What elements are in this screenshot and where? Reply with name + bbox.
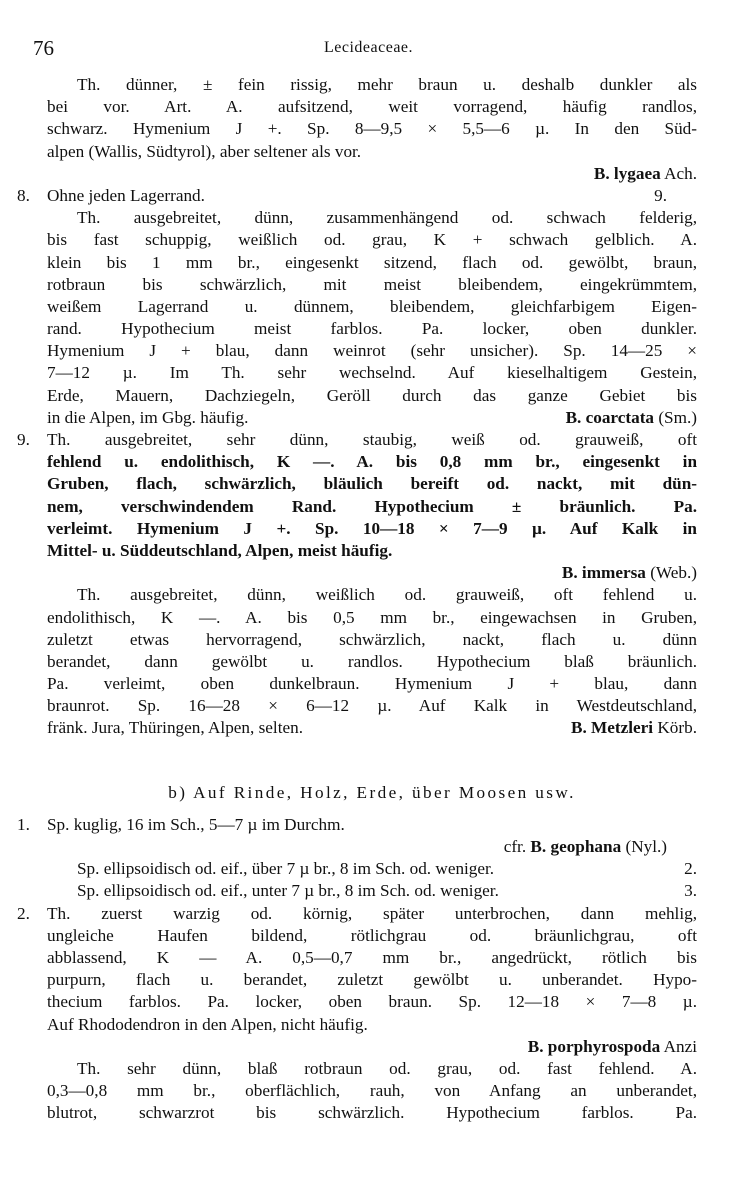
species-author: Ach. xyxy=(664,163,697,183)
text-line: schwarz. Hymenium J +. Sp. 8—9,5 × 5,5—6 µ. In den Süd- xyxy=(47,119,697,139)
key-number: 9. xyxy=(17,430,30,449)
key-entry-1c xyxy=(47,880,697,902)
species-name-line xyxy=(47,1036,697,1058)
spacer xyxy=(47,804,697,814)
key-entry-1 xyxy=(17,814,697,836)
key-entry-8 xyxy=(17,185,697,207)
text-line: 7—12 µ. Im Th. sehr wechselnd. Auf kieselhaltigem Gestein, xyxy=(47,363,697,383)
text-line: 0,3—0,8 mm br., oberflächlich, rauh, von Anfang an unberandet, xyxy=(47,1081,697,1101)
text-line: Th. ausgebreitet, dünn, zusammenhängend od. schwach felderig, xyxy=(77,208,697,228)
text-line: Th. ausgebreitet, dünn, weißlich od. grauweiß, oft fehlend u. xyxy=(77,585,697,605)
key-entry-9 xyxy=(17,429,697,451)
text-line: bei vor. Art. A. aufsitzend, weit vorragend, häufig randlos, xyxy=(47,97,697,117)
species-author: (Sm.) xyxy=(658,407,697,427)
text-line: alpen (Wallis, Südtyrol), aber seltener als vor. xyxy=(47,141,362,161)
key-reference: 2. xyxy=(684,859,697,879)
text-line: endolithisch, K —. A. bis 0,5 mm br., eingewachsen in Gruben, xyxy=(47,607,697,627)
species-author: Körb. xyxy=(657,718,697,738)
page-header xyxy=(0,36,737,60)
text-line: nem, verschwindendem Rand. Hypothecium ± bräunlich. Pa. xyxy=(47,496,697,516)
species-citation xyxy=(571,717,697,739)
text-line: verleimt. Hymenium J +. Sp. 10—18 × 7—9 µ. Auf Kalk in xyxy=(47,518,697,538)
running-title: Lecideaceae. xyxy=(323,39,414,56)
key-reference: 9. xyxy=(654,185,667,205)
text-line: rand. Hypothecium meist farblos. Pa. locker, oben dunkler. xyxy=(47,319,697,339)
text-line: purpurn, flach u. berandet, zuletzt gewölbt u. unberandet. Hypo- xyxy=(47,970,697,990)
species-name: B. porphyrospoda xyxy=(527,1036,661,1056)
text-line: Hymenium J + blau, dann weinrot (sehr unsicher). Sp. 14—25 × xyxy=(47,341,697,361)
key-text: Th. ausgebreitet, sehr dünn, staubig, weiß od. grauweiß, oft xyxy=(47,430,697,449)
text-line: Mittel- u. Süddeutschland, Alpen, meist häufig. xyxy=(47,540,393,560)
text-line: blutrot, schwarzrot bis schwärzlich. Hypothecium farblos. Pa. xyxy=(47,1103,697,1123)
key-number: 2. xyxy=(17,903,30,923)
text-line: bis fast schuppig, weißlich od. grau, K + schwach gelblich. A. xyxy=(47,230,697,250)
page-body xyxy=(17,74,697,1124)
page-number: 76 xyxy=(33,36,54,60)
text-fragment: in die Alpen, im Gbg. häufig. xyxy=(47,407,249,427)
text-line: thecium farblos. Pa. locker, oben braun. Sp. 12—18 × 7—8 µ. xyxy=(47,992,697,1012)
species-name-line xyxy=(47,163,697,185)
key-text: Th. zuerst warzig od. körnig, später unterbrochen, dann mehlig, xyxy=(47,903,697,923)
text-line: Pa. verleimt, oben dunkelbraun. Hymenium J + blau, dann xyxy=(47,674,697,694)
key-number: 8. xyxy=(17,185,30,205)
text-line: berandet, dann gewölbt u. randlos. Hypothecium blaß bräunlich. xyxy=(47,651,697,671)
species-name-line xyxy=(47,836,697,858)
text-line-with-species xyxy=(47,717,697,739)
species-author: (Web.) xyxy=(650,563,697,583)
species-citation xyxy=(566,407,697,429)
text-line: abblassend, K — A. 0,5—0,7 mm br., angedrückt, rötlich bis xyxy=(47,947,697,967)
key-number: 1. xyxy=(17,814,30,834)
species-author: (Nyl.) xyxy=(625,837,667,856)
text-line: Erde, Mauern, Dachziegeln, Geröll durch das ganze Gebiet bis xyxy=(47,385,697,405)
text-line: Th. dünner, ± fein rissig, mehr braun u. deshalb dunkler als xyxy=(77,75,697,94)
text-line: weißem Lagerrand u. dünnem, bleibendem, gleichfarbigem Eigen- xyxy=(47,296,697,316)
species-name: B. coarctata xyxy=(565,407,655,427)
text-line-with-species xyxy=(47,407,697,429)
key-text: Sp. kuglig, 16 im Sch., 5—7 µ im Durchm. xyxy=(47,814,345,834)
key-entry-1b xyxy=(47,858,697,880)
text-fragment: fränk. Jura, Thüringen, Alpen, selten. xyxy=(47,718,303,738)
species-name: B. lygaea xyxy=(593,163,661,183)
text-line: Th. sehr dünn, blaß rotbraun od. grau, od. fast fehlend. A. xyxy=(77,1058,697,1078)
text-line: Gruben, flach, schwärzlich, bläulich bereift od. nackt, mit dün- xyxy=(47,474,697,494)
key-text: Sp. ellipsoidisch od. eif., unter 7 µ br., 8 im Sch. od. weniger. xyxy=(77,881,499,901)
key-text: Sp. ellipsoidisch od. eif., über 7 µ br., 8 im Sch. od. weniger. xyxy=(77,859,495,879)
key-entry-2 xyxy=(17,903,697,925)
text-line: Auf Rhododendron in den Alpen, nicht häufig. xyxy=(47,1014,368,1034)
text-line: braunrot. Sp. 16—28 × 6—12 µ. Auf Kalk in Westdeutschland, xyxy=(47,696,697,716)
species-name: B. geophana xyxy=(530,837,622,856)
species-name: B. Metzleri xyxy=(571,718,654,738)
key-text: Ohne jeden Lagerrand. xyxy=(47,185,205,205)
section-spacer xyxy=(47,740,697,782)
species-prefix: cfr. xyxy=(503,837,527,856)
section-heading: b) Auf Rinde, Holz, Erde, über Moosen usw. xyxy=(168,782,576,802)
text-line: klein bis 1 mm br., eingesenkt sitzend, flach od. gewölbt, braun, xyxy=(47,252,697,272)
key-reference: 3. xyxy=(684,881,697,901)
species-name: B. immersa xyxy=(561,563,646,583)
text-line: fehlend u. endolithisch, K —. A. bis 0,8 mm br., eingesenkt in xyxy=(47,452,697,472)
species-name-line xyxy=(47,562,697,584)
text-line: rotbraun bis schwärzlich, mit meist bleibendem, eingekrümmtem, xyxy=(47,274,697,294)
species-author: Anzi xyxy=(663,1036,697,1056)
text-line: zuletzt etwas hervorragend, schwärzlich, nackt, flach u. dünn xyxy=(47,629,697,649)
text-line: ungleiche Haufen bildend, rötlichgrau od. bräunlichgrau, oft xyxy=(47,925,697,945)
